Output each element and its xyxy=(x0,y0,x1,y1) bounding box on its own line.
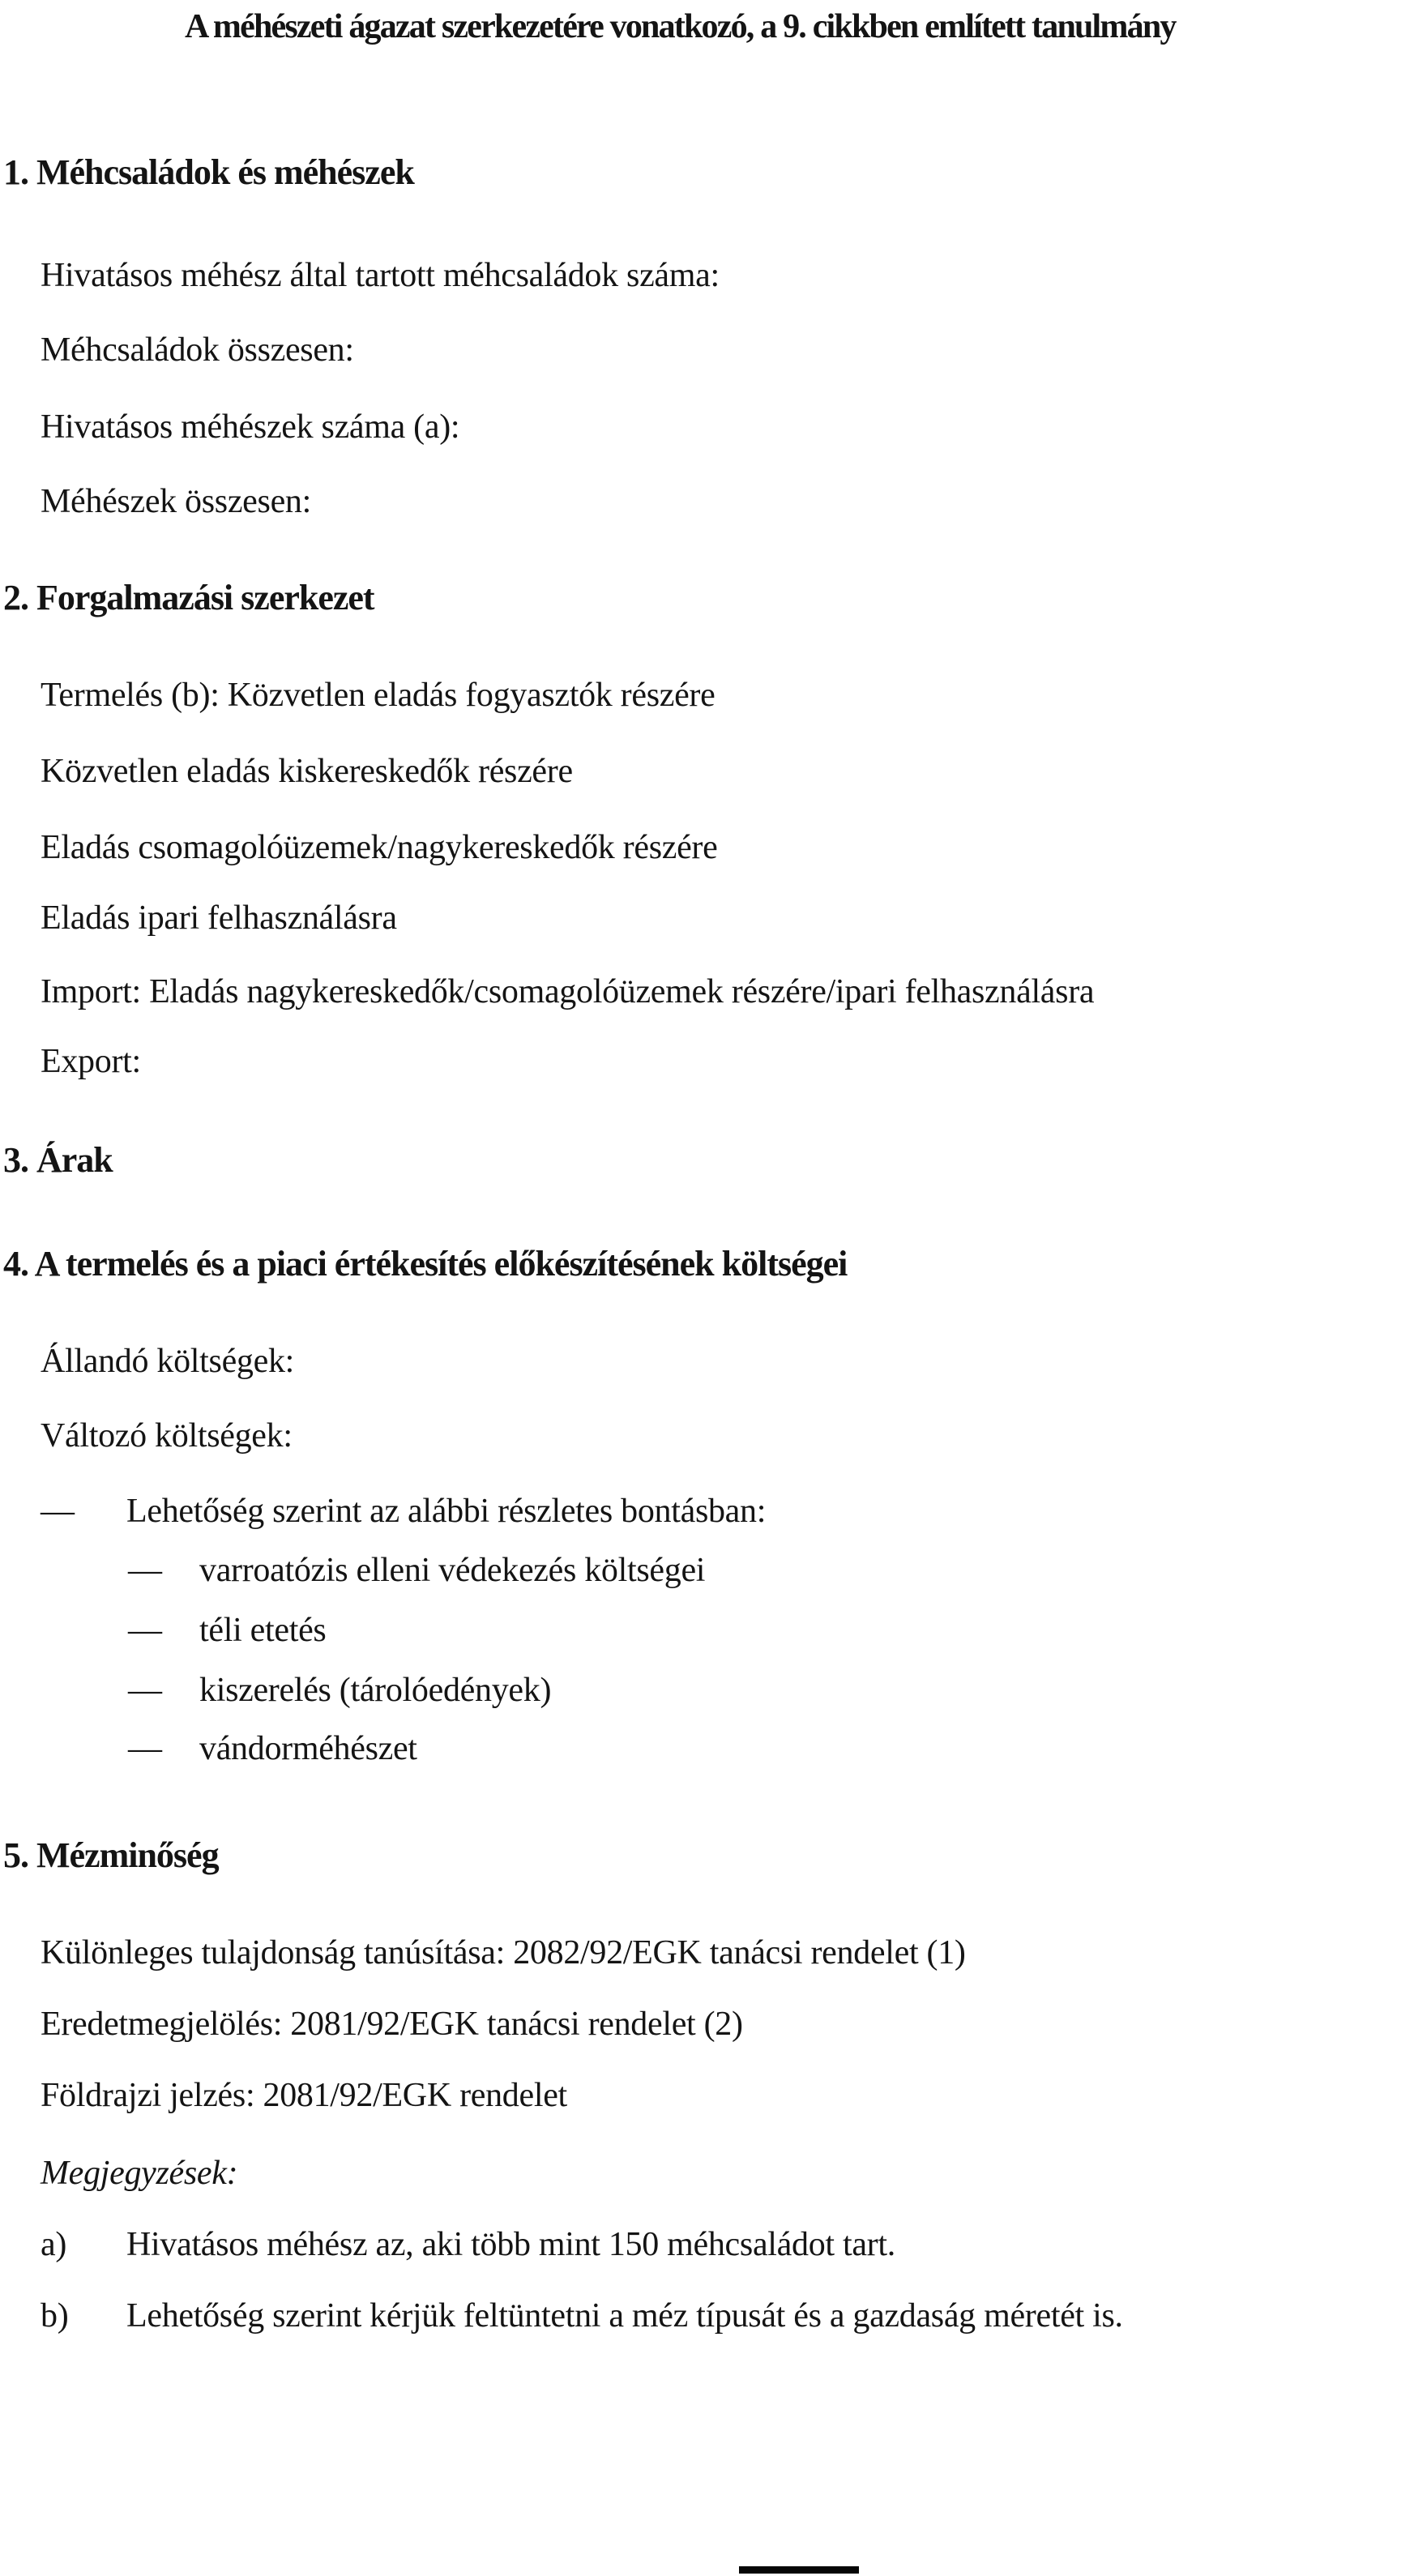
dash-icon: — xyxy=(128,1552,162,1589)
field-label-import: Import: Eladás nagykereskedők/csomagolóüzemek részére/ipari felhasználásra xyxy=(41,973,1095,1010)
notes-label: Megjegyzések: xyxy=(41,2155,238,2192)
field-label-professional-colonies: Hivatásos méhész által tartott méhcsaládok száma: xyxy=(41,257,720,294)
dash-icon: — xyxy=(128,1672,162,1709)
field-label-total-beekeepers: Méhészek összesen: xyxy=(41,483,311,520)
field-label-designation-of-origin: Eredetmegjelölés: 2081/92/EGK tanácsi rendelet (2) xyxy=(41,2006,743,2043)
note-marker: b) xyxy=(41,2297,69,2335)
field-label-total-colonies: Méhcsaládok összesen: xyxy=(41,331,354,369)
note-marker: a) xyxy=(41,2226,67,2263)
field-label-variable-costs: Változó költségek: xyxy=(41,1417,293,1455)
dash-icon: — xyxy=(41,1493,75,1530)
dash-icon: — xyxy=(128,1612,162,1649)
sub-bullet-text: vándorméhészet xyxy=(199,1730,417,1767)
section-5-heading: 5. Mézminőség xyxy=(3,1835,219,1875)
dash-icon: — xyxy=(128,1730,162,1767)
section-3-heading: 3. Árak xyxy=(3,1140,113,1180)
field-label-sale-industrial-use: Eladás ipari felhasználásra xyxy=(41,899,397,937)
footer-bar xyxy=(739,2566,859,2574)
note-text: Hivatásos méhész az, aki több mint 150 méhcsaládot tart. xyxy=(126,2226,895,2263)
field-label-specific-character-certification: Különleges tulajdonság tanúsítása: 2082/92/EGK tanácsi rendelet (1) xyxy=(41,1934,966,1972)
field-label-fixed-costs: Állandó költségek: xyxy=(41,1343,295,1380)
field-label-geographical-indication: Földrajzi jelzés: 2081/92/EGK rendelet xyxy=(41,2077,567,2114)
sub-bullet-text: varroatózis elleni védekezés költségei xyxy=(199,1552,706,1589)
section-4-heading: 4. A termelés és a piaci értékesítés előkészítésének költségei xyxy=(3,1244,848,1284)
section-2-heading: 2. Forgalmazási szerkezet xyxy=(3,578,374,617)
field-label-direct-sale-consumers: Termelés (b): Közvetlen eladás fogyasztók részére xyxy=(41,677,716,714)
field-label-export: Export: xyxy=(41,1043,141,1080)
document-title: A méhészeti ágazat szerkezetére vonatkozó, a 9. cikkben említett tanulmány xyxy=(185,8,1176,45)
section-1-heading: 1. Méhcsaládok és méhészek xyxy=(3,152,414,192)
field-label-direct-sale-retailers: Közvetlen eladás kiskereskedők részére xyxy=(41,753,573,790)
note-text: Lehetőség szerint kérjük feltüntetni a méz típusát és a gazdaság méretét is. xyxy=(126,2297,1123,2335)
field-label-professional-beekeepers: Hivatásos méhészek száma (a): xyxy=(41,408,460,446)
sub-bullet-text: téli etetés xyxy=(199,1612,327,1649)
sub-bullet-text: kiszerelés (tárolóedények) xyxy=(199,1672,552,1709)
bullet-text: Lehetőség szerint az alábbi részletes bontásban: xyxy=(126,1493,767,1530)
field-label-sale-packers-wholesalers: Eladás csomagolóüzemek/nagykereskedők részére xyxy=(41,829,718,866)
